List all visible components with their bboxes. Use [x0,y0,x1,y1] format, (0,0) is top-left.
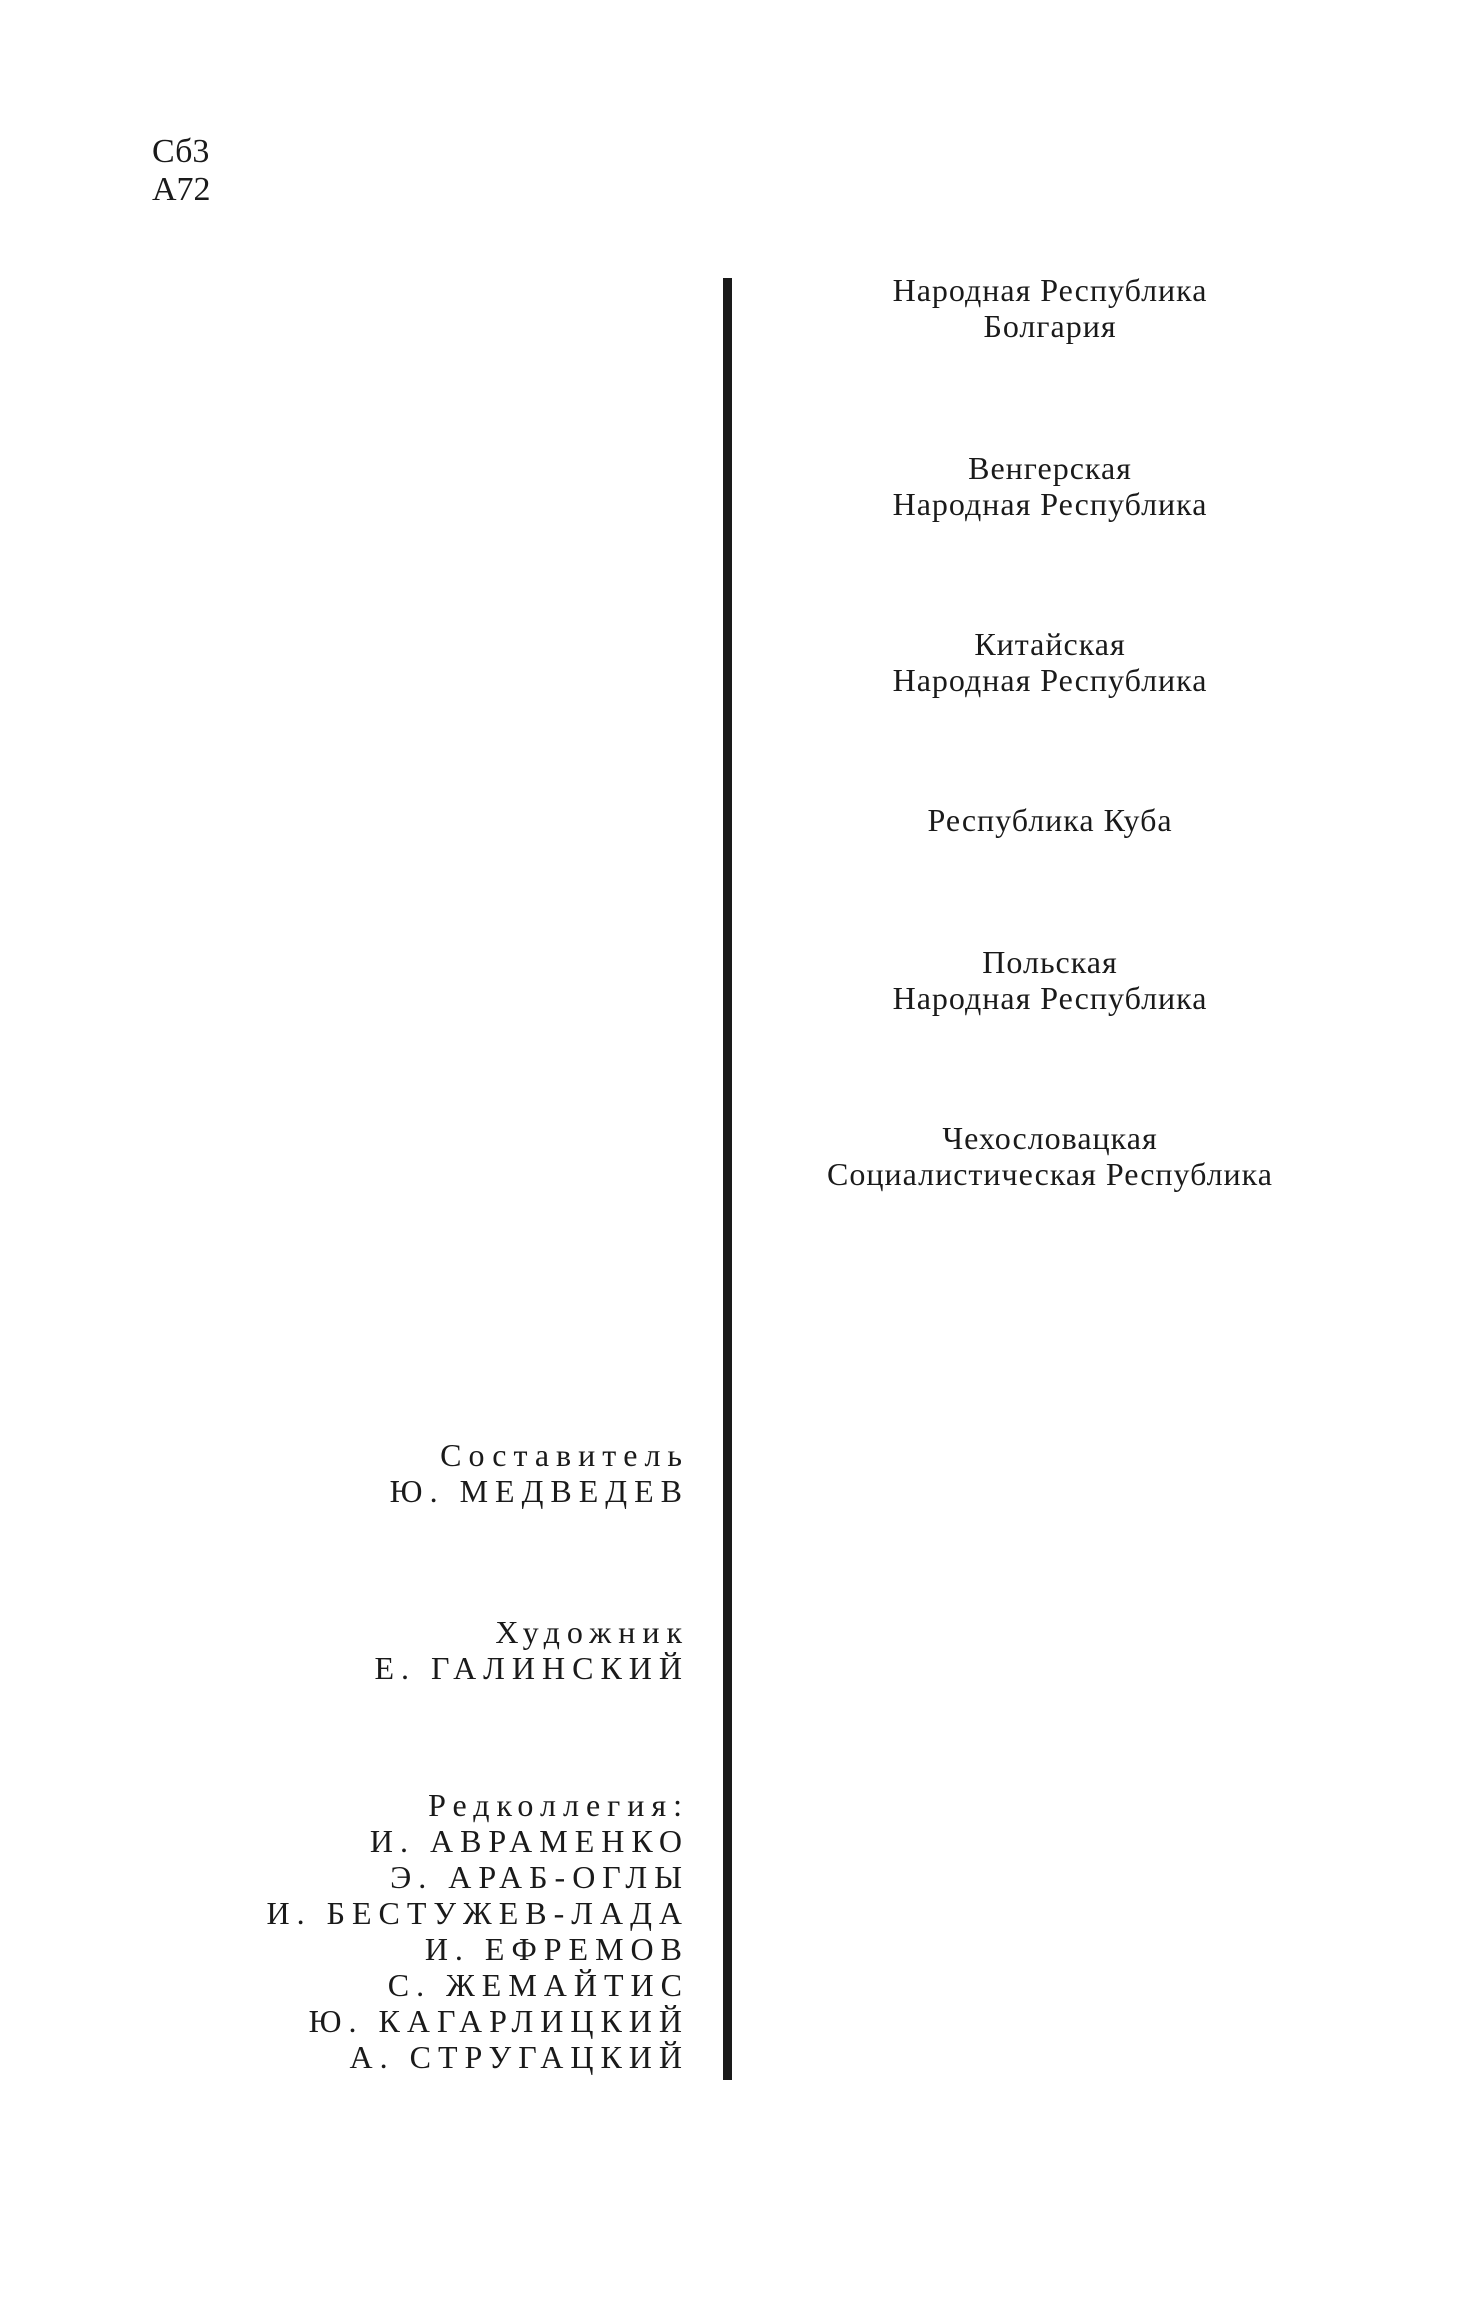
country-entry [770,802,1330,838]
country-line: Социалистическая Республика [827,1156,1273,1192]
board-member: И. АВРАМЕНКО [369,1823,689,1859]
country-line: Китайская [974,626,1126,662]
country-line: Народная Республика [892,980,1208,1016]
classification-code [152,133,211,209]
country-line: Республика Куба [927,802,1173,838]
board-member: А. СТРУГАЦКИЙ [349,2039,689,2075]
country-line: Венгерская [968,450,1132,486]
editorial-board-title: Редколлегия: [428,1787,689,1823]
country-entry [770,1120,1330,1192]
country-line: Болгария [983,308,1117,344]
artist-credit [375,1614,690,1686]
country-entry [770,626,1330,698]
compiler-role: Составитель [440,1437,689,1473]
compiler-credit [390,1437,689,1509]
country-line: Народная Республика [892,662,1208,698]
board-member: С. ЖЕМАЙТИС [387,1967,689,2003]
board-member: Ю. КАГАРЛИЦКИЙ [308,2003,689,2039]
editorial-board [266,1787,689,2075]
country-line: Народная Республика [892,486,1208,522]
artist-role: Художник [495,1614,689,1650]
country-line: Чехословацкая [942,1120,1158,1156]
classification-line: Сб3 [152,133,210,170]
classification-line: А72 [152,171,211,208]
country-entry [770,450,1330,522]
country-entry [770,272,1330,344]
board-member: И. ЕФРЕМОВ [424,1931,689,1967]
country-line: Польская [982,944,1118,980]
board-member: Э. АРАБ-ОГЛЫ [390,1859,689,1895]
compiler-name: Ю. МЕДВЕДЕВ [389,1473,689,1509]
country-line: Народная Республика [892,272,1208,308]
country-entry [770,944,1330,1016]
artist-name: Е. ГАЛИНСКИЙ [374,1650,689,1686]
vertical-divider [723,278,732,2080]
board-member: И. БЕСТУЖЕВ-ЛАДА [266,1895,689,1931]
